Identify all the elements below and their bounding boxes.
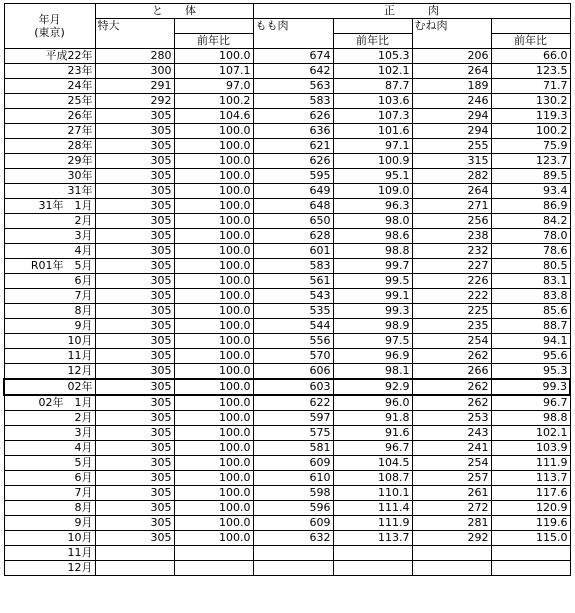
year-month-cell: 平成22年	[4, 49, 95, 64]
muneniku-price-cell: 294	[412, 124, 491, 139]
tokudai-yoy-cell: 104.6	[174, 109, 253, 124]
tokudai-price-cell: 305	[95, 139, 174, 154]
momoniku-price-cell: 583	[253, 94, 333, 109]
muneniku-yoy-cell: 102.1	[491, 426, 570, 441]
tokudai-price-cell	[95, 546, 174, 561]
year-month-cell: 10月	[4, 531, 95, 546]
momoniku-yoy-cell: 99.3	[333, 304, 412, 319]
muneniku-yoy-cell: 130.2	[491, 94, 570, 109]
table-row	[4, 124, 570, 139]
table-row	[4, 139, 570, 154]
tokudai-price-cell: 305	[95, 199, 174, 214]
tokudai-yoy-cell: 107.1	[174, 64, 253, 79]
muneniku-price-cell	[412, 561, 491, 576]
tokudai-price-cell: 305	[95, 229, 174, 244]
table-row	[4, 169, 570, 184]
year-month-cell: 27年	[4, 124, 95, 139]
momoniku-yoy-cell: 87.7	[333, 79, 412, 94]
table-row	[4, 49, 570, 64]
table-row	[4, 531, 570, 546]
muneniku-yoy-cell: 103.9	[491, 441, 570, 456]
year-month-cell: 31年 1月	[4, 199, 95, 214]
year-month-cell: 6月	[4, 471, 95, 486]
muneniku-header: むね肉	[412, 19, 491, 49]
muneniku-price-cell: 261	[412, 486, 491, 501]
muneniku-yoy-cell: 100.2	[491, 124, 570, 139]
year-month-cell: 8月	[4, 501, 95, 516]
muneniku-price-cell: 292	[412, 531, 491, 546]
tokudai-yoy-cell	[174, 546, 253, 561]
muneniku-price-cell: 243	[412, 426, 491, 441]
tokudai-price-cell: 305	[95, 441, 174, 456]
muneniku-yoy-cell: 111.9	[491, 456, 570, 471]
table-row	[4, 379, 570, 395]
momoniku-yoy-cell: 111.4	[333, 501, 412, 516]
tokudai-price-cell: 305	[95, 349, 174, 364]
momoniku-yoy-cell: 98.0	[333, 214, 412, 229]
muneniku-price-cell: 262	[412, 379, 491, 395]
muneniku-yoy-cell: 120.9	[491, 501, 570, 516]
year-month-cell: 2月	[4, 214, 95, 229]
year-month-cell: 4月	[4, 244, 95, 259]
momoniku-yoy-cell: 96.0	[333, 395, 412, 411]
table-row	[4, 289, 570, 304]
tokudai-yoy-cell: 100.0	[174, 214, 253, 229]
muneniku-yoy-cell: 75.9	[491, 139, 570, 154]
tokudai-price-cell: 305	[95, 289, 174, 304]
table-row	[4, 199, 570, 214]
momoniku-yoy-blank	[333, 19, 412, 34]
muneniku-yoy-cell: 98.8	[491, 411, 570, 426]
tokudai-yoy-cell: 100.0	[174, 334, 253, 349]
muneniku-yoy-cell: 71.7	[491, 79, 570, 94]
muneniku-price-cell: 262	[412, 395, 491, 411]
tokudai-price-cell: 280	[95, 49, 174, 64]
year-month-cell: 3月	[4, 426, 95, 441]
momoniku-yoy-cell: 98.1	[333, 364, 412, 380]
muneniku-yoy-cell: 99.3	[491, 379, 570, 395]
tokudai-price-cell: 305	[95, 274, 174, 289]
muneniku-price-cell: 266	[412, 364, 491, 380]
table-row	[4, 274, 570, 289]
tokudai-yoy-cell: 100.0	[174, 199, 253, 214]
momoniku-price-cell: 674	[253, 49, 333, 64]
muneniku-yoy-cell: 119.6	[491, 516, 570, 531]
muneniku-price-cell: 238	[412, 229, 491, 244]
tokudai-yoy-cell: 100.0	[174, 274, 253, 289]
tokudai-yoy-cell: 100.0	[174, 516, 253, 531]
momoniku-yoy-cell: 102.1	[333, 64, 412, 79]
momoniku-price-cell: 570	[253, 349, 333, 364]
momoniku-price-cell: 610	[253, 471, 333, 486]
muneniku-price-cell: 254	[412, 334, 491, 349]
tokudai-price-cell: 305	[95, 154, 174, 169]
momoniku-price-cell: 544	[253, 319, 333, 334]
muneniku-price-cell: 227	[412, 259, 491, 274]
tokudai-yoy-cell: 100.0	[174, 411, 253, 426]
momoniku-yoy-header: 前年比	[333, 34, 412, 49]
table-row	[4, 229, 570, 244]
muneniku-yoy-cell	[491, 546, 570, 561]
muneniku-price-cell: 257	[412, 471, 491, 486]
muneniku-yoy-cell: 119.3	[491, 109, 570, 124]
muneniku-yoy-cell: 117.6	[491, 486, 570, 501]
tokudai-yoy-cell: 97.0	[174, 79, 253, 94]
muneniku-price-cell: 271	[412, 199, 491, 214]
tokudai-yoy-cell: 100.0	[174, 501, 253, 516]
muneniku-price-cell: 282	[412, 169, 491, 184]
momoniku-yoy-cell: 96.3	[333, 199, 412, 214]
table-row	[4, 411, 570, 426]
momoniku-yoy-cell: 96.9	[333, 349, 412, 364]
muneniku-yoy-cell: 115.0	[491, 531, 570, 546]
muneniku-yoy-cell: 94.1	[491, 334, 570, 349]
year-month-cell: 8月	[4, 304, 95, 319]
price-table	[3, 3, 571, 576]
tokudai-price-cell: 305	[95, 334, 174, 349]
momoniku-price-cell: 609	[253, 456, 333, 471]
momoniku-price-cell: 626	[253, 154, 333, 169]
momoniku-price-cell: 583	[253, 259, 333, 274]
year-month-cell: 02年	[4, 379, 95, 395]
tokudai-price-cell: 305	[95, 456, 174, 471]
year-month-cell: 12月	[4, 561, 95, 576]
muneniku-yoy-cell: 95.3	[491, 364, 570, 380]
table-row	[4, 334, 570, 349]
muneniku-yoy-cell: 86.9	[491, 199, 570, 214]
year-month-cell: 10月	[4, 334, 95, 349]
momoniku-yoy-cell: 109.0	[333, 184, 412, 199]
momoniku-price-cell: 596	[253, 501, 333, 516]
muneniku-yoy-cell: 123.7	[491, 154, 570, 169]
momoniku-price-cell: 622	[253, 395, 333, 411]
year-month-cell: 2月	[4, 411, 95, 426]
momoniku-price-cell	[253, 546, 333, 561]
tokudai-price-cell: 305	[95, 244, 174, 259]
table-row	[4, 184, 570, 199]
muneniku-price-cell	[412, 546, 491, 561]
momoniku-price-cell: 626	[253, 109, 333, 124]
table-row	[4, 486, 570, 501]
momoniku-price-cell: 621	[253, 139, 333, 154]
tokudai-yoy-cell: 100.0	[174, 456, 253, 471]
momoniku-yoy-cell: 99.5	[333, 274, 412, 289]
table-row	[4, 79, 570, 94]
tokudai-yoy-cell: 100.0	[174, 124, 253, 139]
muneniku-yoy-cell: 96.7	[491, 395, 570, 411]
year-month-cell: 11月	[4, 546, 95, 561]
year-month-cell: 24年	[4, 79, 95, 94]
momoniku-yoy-cell: 113.7	[333, 531, 412, 546]
muneniku-yoy-cell: 85.6	[491, 304, 570, 319]
muneniku-yoy-cell: 95.6	[491, 349, 570, 364]
carcass-group-header: と 体	[95, 4, 253, 19]
table-row	[4, 154, 570, 169]
momoniku-yoy-cell: 98.8	[333, 244, 412, 259]
momoniku-price-cell: 642	[253, 64, 333, 79]
momoniku-price-cell: 609	[253, 516, 333, 531]
tokyo-label: (東京)	[34, 26, 65, 39]
momoniku-yoy-cell: 110.1	[333, 486, 412, 501]
tokudai-price-cell: 305	[95, 471, 174, 486]
year-month-header	[4, 4, 95, 49]
momoniku-yoy-cell: 101.6	[333, 124, 412, 139]
muneniku-price-cell: 241	[412, 441, 491, 456]
tokudai-yoy-cell: 100.0	[174, 471, 253, 486]
muneniku-price-cell: 264	[412, 64, 491, 79]
table-row	[4, 244, 570, 259]
momoniku-yoy-cell: 99.7	[333, 259, 412, 274]
year-month-cell: 12月	[4, 364, 95, 380]
momoniku-price-cell: 603	[253, 379, 333, 395]
tokudai-price-cell: 300	[95, 64, 174, 79]
muneniku-yoy-header: 前年比	[491, 34, 570, 49]
year-month-cell: 4月	[4, 441, 95, 456]
muneniku-yoy-cell: 83.1	[491, 274, 570, 289]
momoniku-yoy-cell: 92.9	[333, 379, 412, 395]
tokudai-price-cell: 305	[95, 411, 174, 426]
year-month-cell: 9月	[4, 319, 95, 334]
tokudai-price-cell: 305	[95, 214, 174, 229]
momoniku-price-cell: 535	[253, 304, 333, 319]
tokudai-yoy-cell: 100.0	[174, 304, 253, 319]
momoniku-yoy-cell: 97.5	[333, 334, 412, 349]
table-row	[4, 109, 570, 124]
table-row	[4, 516, 570, 531]
momoniku-price-cell: 543	[253, 289, 333, 304]
muneniku-yoy-cell: 66.0	[491, 49, 570, 64]
table-row	[4, 426, 570, 441]
tokudai-yoy-cell: 100.0	[174, 395, 253, 411]
table-row	[4, 561, 570, 576]
tokudai-yoy-header: 前年比	[174, 34, 253, 49]
tokudai-yoy-cell: 100.0	[174, 289, 253, 304]
momoniku-yoy-cell: 107.3	[333, 109, 412, 124]
tokudai-price-cell: 305	[95, 364, 174, 380]
tokudai-price-cell: 305	[95, 426, 174, 441]
year-month-cell: 23年	[4, 64, 95, 79]
tokudai-price-cell	[95, 561, 174, 576]
muneniku-price-cell: 189	[412, 79, 491, 94]
momoniku-yoy-cell: 103.6	[333, 94, 412, 109]
muneniku-price-cell: 206	[412, 49, 491, 64]
tokudai-yoy-cell: 100.0	[174, 184, 253, 199]
momoniku-yoy-cell	[333, 546, 412, 561]
tokudai-price-cell: 305	[95, 486, 174, 501]
tokudai-price-cell: 292	[95, 94, 174, 109]
year-month-cell: 5月	[4, 456, 95, 471]
momoniku-yoy-cell: 108.7	[333, 471, 412, 486]
tokudai-price-cell: 305	[95, 395, 174, 411]
momoniku-yoy-cell: 111.9	[333, 516, 412, 531]
muneniku-yoy-cell: 89.5	[491, 169, 570, 184]
tokudai-price-cell: 305	[95, 124, 174, 139]
year-month-cell: 9月	[4, 516, 95, 531]
muneniku-price-cell: 272	[412, 501, 491, 516]
year-month-cell: 31年	[4, 184, 95, 199]
muneniku-price-cell: 246	[412, 94, 491, 109]
momoniku-price-cell: 561	[253, 274, 333, 289]
muneniku-price-cell: 256	[412, 214, 491, 229]
muneniku-price-cell: 253	[412, 411, 491, 426]
momoniku-yoy-cell: 91.6	[333, 426, 412, 441]
tokudai-yoy-cell: 100.0	[174, 349, 253, 364]
header-row-1	[4, 4, 570, 19]
table-row	[4, 64, 570, 79]
tokudai-yoy-cell: 100.0	[174, 441, 253, 456]
year-month-cell: 30年	[4, 169, 95, 184]
muneniku-price-cell: 226	[412, 274, 491, 289]
muneniku-yoy-cell: 80.5	[491, 259, 570, 274]
tokudai-yoy-cell: 100.0	[174, 154, 253, 169]
tokudai-price-cell: 305	[95, 109, 174, 124]
momoniku-yoy-cell: 98.6	[333, 229, 412, 244]
momoniku-yoy-cell: 99.1	[333, 289, 412, 304]
tokudai-price-cell: 305	[95, 501, 174, 516]
year-month-cell: 11月	[4, 349, 95, 364]
tokudai-yoy-cell: 100.0	[174, 169, 253, 184]
tokudai-yoy-cell	[174, 561, 253, 576]
momoniku-yoy-cell: 104.5	[333, 456, 412, 471]
year-month-cell: 29年	[4, 154, 95, 169]
table-row	[4, 304, 570, 319]
momoniku-header: もも肉	[253, 19, 333, 49]
tokudai-yoy-cell: 100.0	[174, 531, 253, 546]
momoniku-price-cell: 636	[253, 124, 333, 139]
momoniku-price-cell: 606	[253, 364, 333, 380]
muneniku-yoy-cell: 123.5	[491, 64, 570, 79]
meat-group-header: 正 肉	[253, 4, 570, 19]
muneniku-price-cell: 315	[412, 154, 491, 169]
table-row	[4, 94, 570, 109]
muneniku-price-cell: 264	[412, 184, 491, 199]
year-month-cell: 6月	[4, 274, 95, 289]
momoniku-yoy-cell: 97.1	[333, 139, 412, 154]
table-row	[4, 364, 570, 380]
momoniku-yoy-cell: 100.9	[333, 154, 412, 169]
momoniku-yoy-cell: 96.7	[333, 441, 412, 456]
muneniku-price-cell: 254	[412, 456, 491, 471]
momoniku-price-cell: 650	[253, 214, 333, 229]
year-month-cell: 25年	[4, 94, 95, 109]
tokudai-price-cell: 305	[95, 516, 174, 531]
muneniku-yoy-cell: 78.0	[491, 229, 570, 244]
muneniku-yoy-blank	[491, 19, 570, 34]
tokudai-price-cell: 305	[95, 169, 174, 184]
tokudai-price-cell: 291	[95, 79, 174, 94]
tokudai-header: 特大	[95, 19, 174, 49]
muneniku-price-cell: 222	[412, 289, 491, 304]
muneniku-price-cell: 235	[412, 319, 491, 334]
year-month-label: 年月	[38, 13, 61, 26]
muneniku-price-cell: 225	[412, 304, 491, 319]
tokudai-price-cell: 305	[95, 184, 174, 199]
year-month-cell: 7月	[4, 486, 95, 501]
muneniku-yoy-cell: 93.4	[491, 184, 570, 199]
table-row	[4, 395, 570, 411]
momoniku-price-cell: 628	[253, 229, 333, 244]
muneniku-yoy-cell: 78.6	[491, 244, 570, 259]
muneniku-yoy-cell: 83.8	[491, 289, 570, 304]
muneniku-yoy-cell	[491, 561, 570, 576]
table-row	[4, 259, 570, 274]
tokudai-price-cell: 305	[95, 304, 174, 319]
momoniku-yoy-cell: 95.1	[333, 169, 412, 184]
tokudai-price-cell: 305	[95, 259, 174, 274]
tokudai-yoy-cell: 100.0	[174, 244, 253, 259]
momoniku-price-cell: 632	[253, 531, 333, 546]
momoniku-yoy-cell: 91.8	[333, 411, 412, 426]
table-row	[4, 471, 570, 486]
table-row	[4, 319, 570, 334]
year-month-cell: 26年	[4, 109, 95, 124]
momoniku-yoy-cell: 105.3	[333, 49, 412, 64]
table-row	[4, 546, 570, 561]
tokudai-yoy-cell: 100.0	[174, 486, 253, 501]
tokudai-yoy-cell: 100.0	[174, 139, 253, 154]
muneniku-yoy-cell: 88.7	[491, 319, 570, 334]
momoniku-price-cell: 598	[253, 486, 333, 501]
tokudai-yoy-cell: 100.2	[174, 94, 253, 109]
muneniku-price-cell: 255	[412, 139, 491, 154]
tokudai-yoy-cell: 100.0	[174, 319, 253, 334]
year-month-cell: 28年	[4, 139, 95, 154]
tokudai-price-cell: 305	[95, 379, 174, 395]
momoniku-price-cell: 597	[253, 411, 333, 426]
momoniku-price-cell: 648	[253, 199, 333, 214]
muneniku-price-cell: 281	[412, 516, 491, 531]
table-row	[4, 456, 570, 471]
muneniku-yoy-cell: 113.7	[491, 471, 570, 486]
momoniku-price-cell: 581	[253, 441, 333, 456]
momoniku-yoy-cell	[333, 561, 412, 576]
table-row	[4, 441, 570, 456]
tokudai-price-cell: 305	[95, 319, 174, 334]
year-month-cell: 02年 1月	[4, 395, 95, 411]
momoniku-yoy-cell: 98.9	[333, 319, 412, 334]
tokudai-yoy-cell: 100.0	[174, 259, 253, 274]
momoniku-price-cell: 575	[253, 426, 333, 441]
muneniku-yoy-cell: 84.2	[491, 214, 570, 229]
momoniku-price-cell: 556	[253, 334, 333, 349]
momoniku-price-cell	[253, 561, 333, 576]
table-row	[4, 349, 570, 364]
tokudai-price-cell: 305	[95, 531, 174, 546]
momoniku-price-cell: 649	[253, 184, 333, 199]
tokudai-yoy-cell: 100.0	[174, 229, 253, 244]
year-month-cell: 7月	[4, 289, 95, 304]
momoniku-price-cell: 595	[253, 169, 333, 184]
momoniku-price-cell: 601	[253, 244, 333, 259]
tokudai-yoy-cell: 100.0	[174, 426, 253, 441]
year-month-cell: R01年 5月	[4, 259, 95, 274]
momoniku-price-cell: 563	[253, 79, 333, 94]
tokudai-yoy-cell: 100.0	[174, 379, 253, 395]
muneniku-price-cell: 262	[412, 349, 491, 364]
tokudai-yoy-cell: 100.0	[174, 364, 253, 380]
table-row	[4, 214, 570, 229]
muneniku-price-cell: 232	[412, 244, 491, 259]
muneniku-price-cell: 294	[412, 109, 491, 124]
tokudai-yoy-blank	[174, 19, 253, 34]
year-month-cell: 3月	[4, 229, 95, 244]
tokudai-yoy-cell: 100.0	[174, 49, 253, 64]
table-row	[4, 501, 570, 516]
